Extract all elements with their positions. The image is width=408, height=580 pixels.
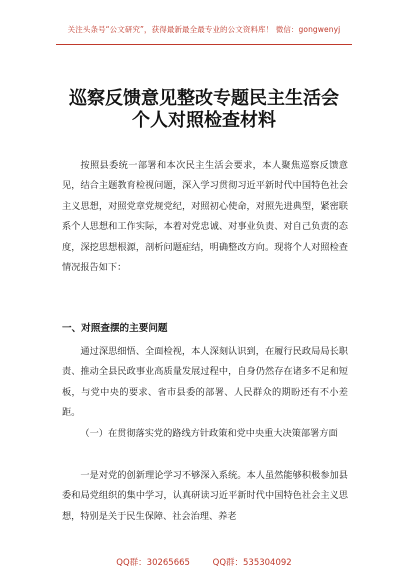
subsection1-heading: （一）在贯彻落实党的路线方针政策和党中央重大决策部署方面: [80, 428, 338, 439]
document-title-line2: 个人对照检查材料: [132, 110, 276, 131]
footer-qq-group-2: QQ群：535304092: [212, 558, 292, 568]
header-divider: [56, 44, 352, 45]
subsection1-paragraph: 一是对党的创新理论学习不够深入系统。本人虽然能够积极参加县委和局党组织的集中学习，认真研读习近平新时代中国特色社会主义思想，特别是关于民生保障、社会治理、养老: [62, 470, 348, 522]
section1-heading: 一、对照查摆的主要问题: [62, 323, 168, 334]
header-banner: 关注头条号“公文研究”，获得最新最全最专业的公文资料库！ 微信：gongwenyj: [67, 25, 341, 34]
section1-paragraph: 通过深思细悟、全面检视，本人深刻认识到，在履行民政局局长职责、推动全县民政事业高质量发展过程中，自身仍然存在诸多不足和短板，与党中央的要求、省市县委的部署、人民群众的期盼还有不小差距。: [62, 346, 348, 419]
document-title-line1: 巡察反馈意见整改专题民主生活会: [69, 88, 339, 109]
footer-qq-group-1: QQ群：30265665: [116, 558, 190, 568]
footer-contacts: [0, 556, 408, 568]
intro-paragraph: 按照县委统一部署和本次民主生活会要求，本人聚焦巡察反馈意见，结合主题教育检视问题，深入学习贯彻习近平新时代中国特色社会主义思想，对照党章党规党纪，对照初心使命，对照先进典型，紧密联系个人思想和工作实际，本着对党忠诚、对事业负责、对自己负责的态度，深挖思想根源，剖析问题症结，明确整改方向。现将个人对照检查情况报告如下：: [62, 160, 348, 274]
